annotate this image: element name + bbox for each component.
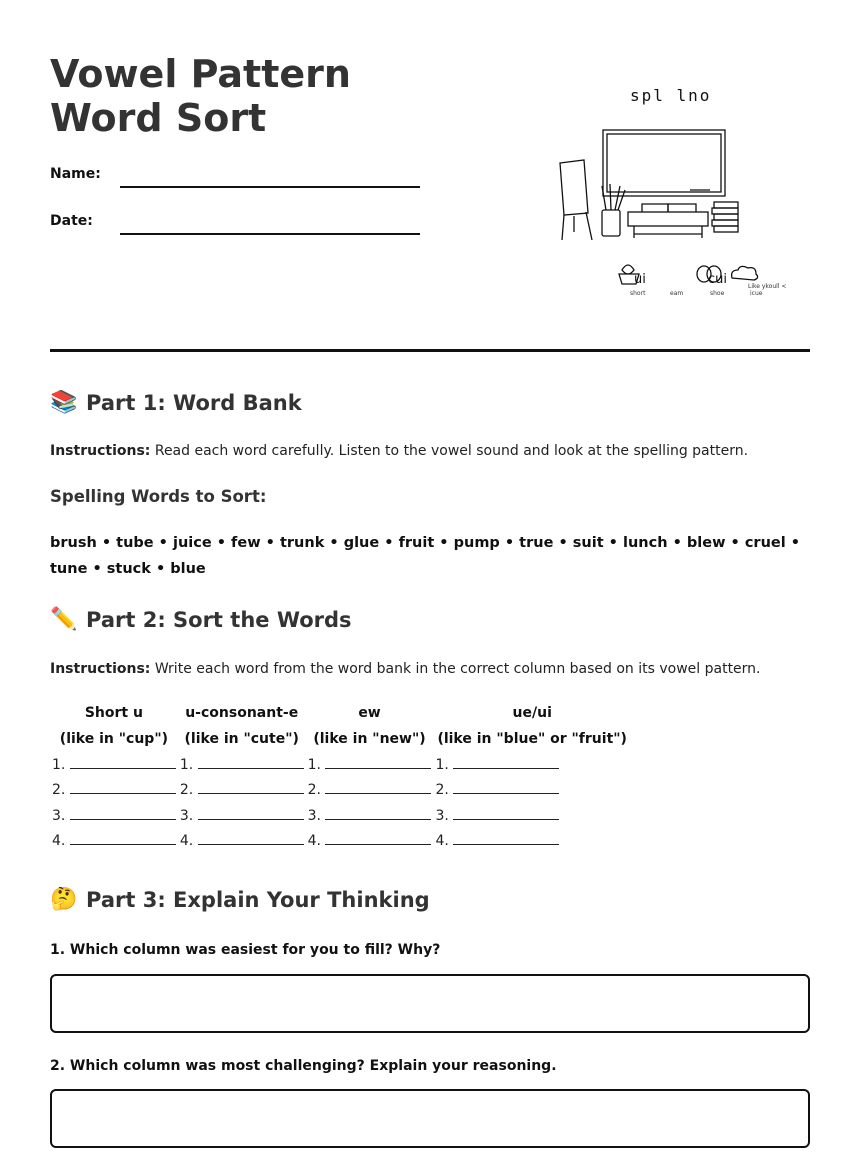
- column-example-u-consonant-e: (like in "cute"): [184, 731, 299, 747]
- answer-blank[interactable]: [453, 833, 559, 845]
- row-number: 4.: [179, 833, 194, 850]
- column-title-ue-ui: ue/ui: [512, 705, 552, 721]
- worksheet-page: [50, 0, 810, 1161]
- table-cell[interactable]: [306, 752, 434, 778]
- part3-heading: [50, 887, 430, 912]
- illustration-label-like: Like ykoull <: [748, 283, 787, 290]
- illustration-label-shoe: shoe: [710, 290, 725, 297]
- answer-blank[interactable]: [198, 782, 304, 794]
- answer-box-1[interactable]: [50, 974, 810, 1033]
- table-cell[interactable]: [178, 829, 306, 855]
- row-number: 3.: [435, 807, 449, 824]
- part1-instructions-text: Read each word carefully. Listen to the vowel sound and look at the spelling pattern.: [150, 443, 749, 459]
- name-label: Name:: [50, 166, 101, 182]
- table-row: [50, 829, 631, 855]
- sort-table-title-row: [50, 700, 631, 726]
- answer-blank[interactable]: [325, 808, 431, 820]
- illustration-label-short: short: [630, 290, 646, 297]
- table-cell[interactable]: [178, 778, 306, 804]
- table-row: [50, 752, 631, 778]
- part2-heading: [50, 607, 352, 632]
- answer-blank[interactable]: [70, 808, 176, 820]
- answer-blank[interactable]: [70, 757, 176, 769]
- thinking-face-icon: 🤔: [50, 887, 78, 912]
- row-number: 2.: [179, 782, 194, 799]
- illustration-label-icue: icue: [750, 290, 763, 297]
- illustration-glyph-cui: cui: [708, 272, 727, 287]
- column-title-u-consonant-e: u-consonant-e: [185, 705, 299, 721]
- answer-blank[interactable]: [70, 782, 176, 794]
- column-title-ew: ew: [358, 705, 381, 721]
- answer-blank[interactable]: [453, 808, 559, 820]
- answer-blank[interactable]: [453, 757, 559, 769]
- answer-blank[interactable]: [198, 808, 304, 820]
- table-cell[interactable]: [433, 829, 631, 855]
- table-cell[interactable]: [306, 803, 434, 829]
- table-row: [50, 803, 631, 829]
- illustration-glyph-ui: ui: [634, 272, 646, 287]
- sort-table: [50, 700, 631, 854]
- part2-heading-text: Part 2: Sort the Words: [86, 607, 352, 632]
- row-number: 3.: [52, 807, 66, 824]
- classroom-drawing: [550, 80, 787, 310]
- answer-blank[interactable]: [325, 757, 431, 769]
- row-number: 3.: [179, 807, 194, 824]
- answer-box-2[interactable]: [50, 1089, 810, 1148]
- table-cell[interactable]: [50, 778, 178, 804]
- table-cell[interactable]: [178, 803, 306, 829]
- part1-heading: [50, 390, 302, 415]
- table-cell[interactable]: [433, 778, 631, 804]
- column-title-short-u: Short u: [84, 705, 143, 721]
- table-cell[interactable]: [433, 752, 631, 778]
- answer-blank[interactable]: [198, 833, 304, 845]
- row-number: 2.: [52, 782, 66, 799]
- row-number: 1.: [179, 756, 194, 773]
- row-number: 4.: [307, 833, 321, 850]
- row-number: 1.: [307, 756, 321, 773]
- part3-heading-text: Part 3: Explain Your Thinking: [86, 887, 430, 912]
- sort-table-example-row: [50, 726, 631, 752]
- row-number: 3.: [307, 807, 321, 824]
- table-cell[interactable]: [178, 752, 306, 778]
- table-cell[interactable]: [50, 752, 178, 778]
- question-1: 1. Which column was easiest for you to fill? Why?: [50, 942, 441, 958]
- illustration-label-eam: eam: [670, 290, 684, 297]
- question-2: 2. Which column was most challenging? Explain your reasoning.: [50, 1058, 557, 1074]
- page-title: Vowel Pattern Word Sort: [50, 52, 351, 140]
- column-example-short-u: (like in "cup"): [59, 731, 169, 747]
- word-bank: brush • tube • juice • few • trunk • glue • fruit • pump • true • suit • lunch • blew • cruel • tune • stuck • blue: [50, 535, 801, 577]
- classroom-illustration: [550, 80, 787, 310]
- table-cell[interactable]: [306, 829, 434, 855]
- answer-blank[interactable]: [70, 833, 176, 845]
- answer-blank[interactable]: [325, 833, 431, 845]
- date-field[interactable]: [120, 233, 420, 235]
- column-example-ue-ui: (like in "blue" or "fruit"): [437, 731, 627, 747]
- books-icon: 📚: [50, 390, 78, 415]
- date-label: Date:: [50, 213, 93, 229]
- spelling-words-subheading: Spelling Words to Sort:: [50, 487, 267, 506]
- row-number: 4.: [435, 833, 449, 850]
- table-cell[interactable]: [50, 803, 178, 829]
- part2-instructions-label: Instructions:: [50, 661, 151, 677]
- row-number: 1.: [52, 756, 66, 773]
- part1-heading-text: Part 1: Word Bank: [86, 390, 302, 415]
- part2-instructions: [50, 659, 810, 679]
- row-number: 2.: [435, 782, 449, 799]
- answer-blank[interactable]: [453, 782, 559, 794]
- part1-instructions-label: Instructions:: [50, 443, 151, 459]
- part1-instructions: [50, 441, 810, 461]
- section-divider: [50, 349, 810, 352]
- row-number: 1.: [435, 756, 449, 773]
- row-number: 2.: [307, 782, 321, 799]
- table-cell[interactable]: [306, 778, 434, 804]
- table-cell[interactable]: [433, 803, 631, 829]
- answer-blank[interactable]: [198, 757, 304, 769]
- row-number: 4.: [52, 833, 66, 850]
- part2-instructions-text: Write each word from the word bank in the correct column based on its vowel pattern.: [150, 661, 761, 677]
- name-field[interactable]: [120, 186, 420, 188]
- table-cell[interactable]: [50, 829, 178, 855]
- answer-blank[interactable]: [325, 782, 431, 794]
- illustration-caption: spl lno: [630, 86, 712, 105]
- column-example-ew: (like in "new"): [313, 731, 426, 747]
- table-row: [50, 778, 631, 804]
- pencil-icon: ✏️: [50, 607, 78, 632]
